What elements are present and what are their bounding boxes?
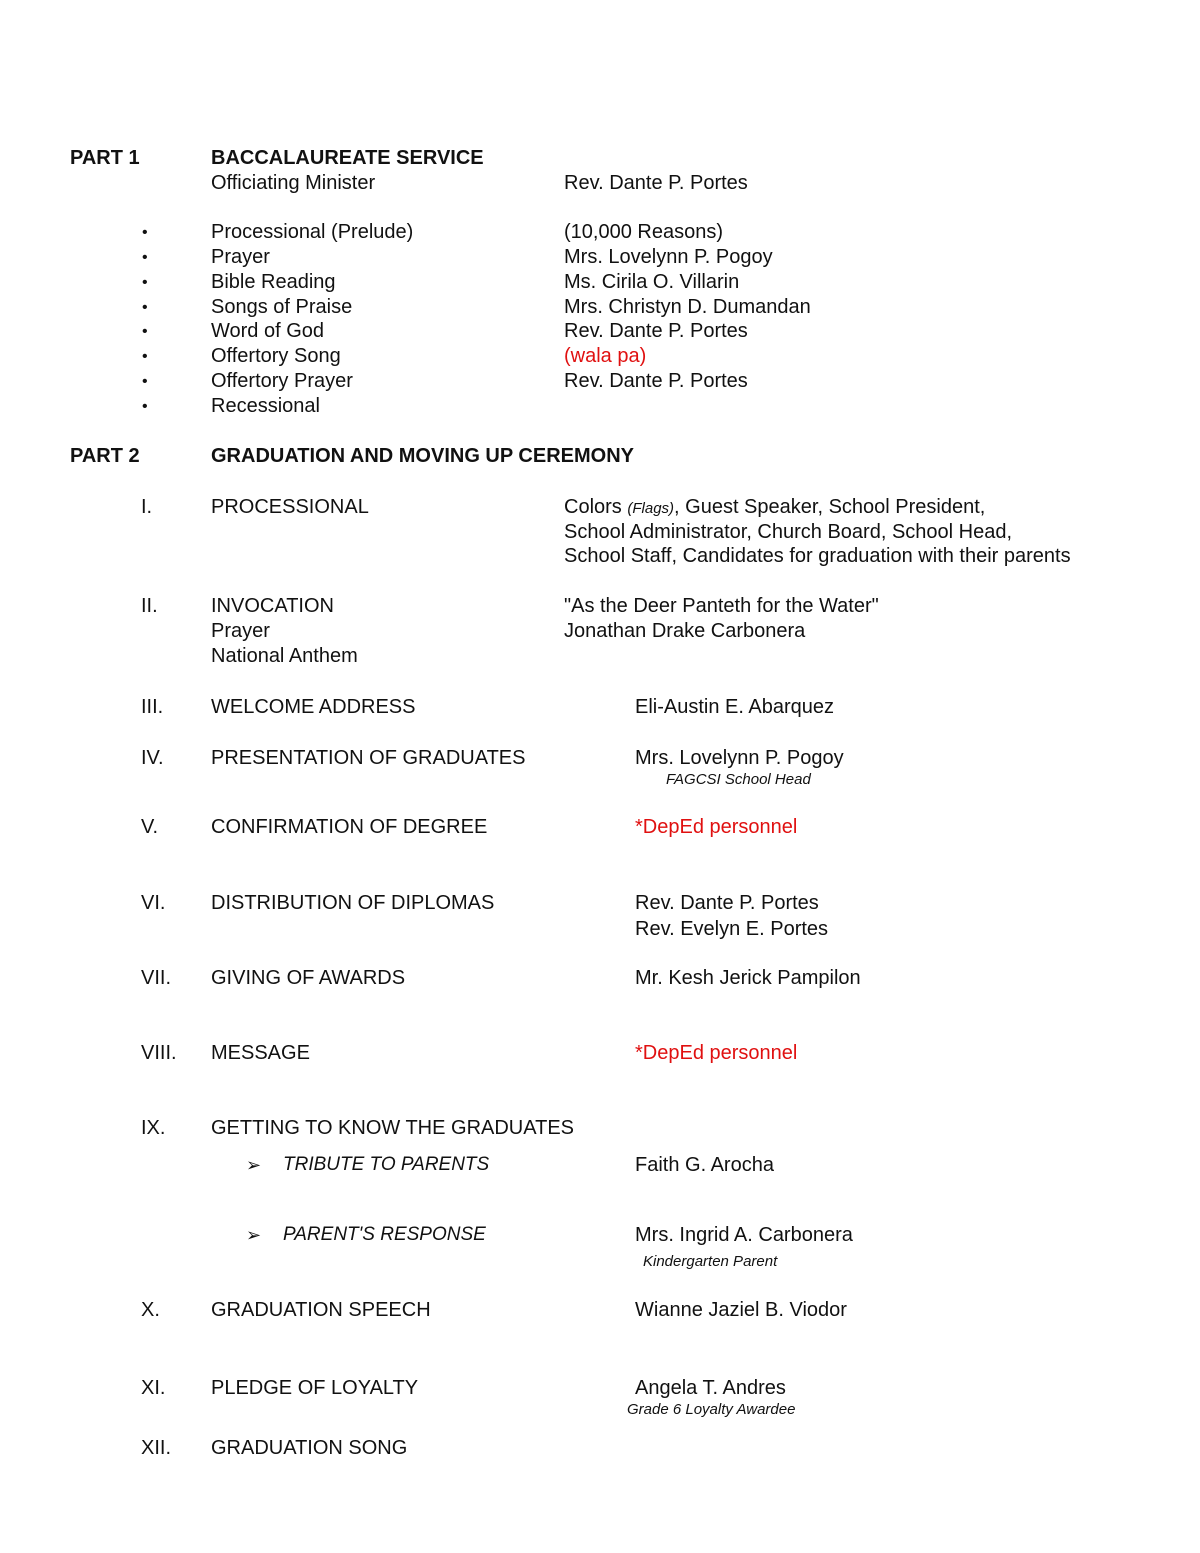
invocation-label: INVOCATION bbox=[211, 595, 334, 617]
list-item-label: Offertory Song bbox=[211, 345, 341, 367]
distribution-value-1: Rev. Dante P. Portes bbox=[635, 892, 819, 914]
tribute-value: Faith G. Arocha bbox=[635, 1154, 774, 1176]
list-item-label: Recessional bbox=[211, 395, 320, 417]
processional-line2: School Administrator, Church Board, School Head, bbox=[564, 521, 1013, 543]
part2-label: PART 2 bbox=[70, 445, 140, 467]
pledge-label: PLEDGE OF LOYALTY bbox=[211, 1377, 419, 1399]
pledge-note: Grade 6 Loyalty Awardee bbox=[627, 1401, 796, 1418]
item-number: IV. bbox=[141, 747, 164, 769]
message-value: *DepEd personnel bbox=[635, 1042, 798, 1064]
processional-line1-rest: , Guest Speaker, School President, bbox=[674, 496, 986, 518]
presentation-value: Mrs. Lovelynn P. Pogoy bbox=[635, 747, 844, 769]
list-item-label: Songs of Praise bbox=[211, 296, 353, 318]
processional-line1 bbox=[564, 495, 985, 521]
pledge-value: Angela T. Andres bbox=[635, 1377, 786, 1399]
bullet: • bbox=[142, 373, 148, 390]
processional-line3: School Staff, Candidates for graduation with their parents bbox=[564, 545, 1071, 567]
welcome-value: Eli-Austin E. Abarquez bbox=[635, 696, 834, 718]
list-item-label: Prayer bbox=[211, 246, 270, 268]
arrow-bullet-icon: ➢ bbox=[246, 1225, 262, 1245]
bullet: • bbox=[142, 323, 148, 340]
list-item-value: Mrs. Christyn D. Dumandan bbox=[564, 296, 811, 318]
bullet: • bbox=[142, 224, 148, 241]
getting-label: GETTING TO KNOW THE GRADUATES bbox=[211, 1117, 574, 1139]
item-number: II. bbox=[141, 595, 158, 617]
item-number: VI. bbox=[141, 892, 166, 914]
item-number: I. bbox=[141, 496, 153, 518]
bullet: • bbox=[142, 249, 148, 266]
item-number: IX. bbox=[141, 1117, 166, 1139]
list-item-label: Offertory Prayer bbox=[211, 370, 353, 392]
distribution-value-2: Rev. Evelyn E. Portes bbox=[635, 918, 829, 940]
presentation-label: PRESENTATION OF GRADUATES bbox=[211, 747, 526, 769]
item-number: X. bbox=[141, 1299, 160, 1321]
item-number: III. bbox=[141, 696, 164, 718]
bullet: • bbox=[142, 398, 148, 415]
tribute-label: TRIBUTE TO PARENTS bbox=[283, 1154, 490, 1175]
bullet: • bbox=[142, 348, 148, 365]
response-label: PARENT'S RESPONSE bbox=[283, 1224, 486, 1245]
officiating-value: Rev. Dante P. Portes bbox=[564, 172, 748, 194]
list-item-value: Rev. Dante P. Portes bbox=[564, 370, 748, 392]
list-item-label: Bible Reading bbox=[211, 271, 336, 293]
processional-colors: Colors bbox=[564, 496, 628, 518]
prayer-value: Jonathan Drake Carbonera bbox=[564, 620, 806, 642]
song-label: GRADUATION SONG bbox=[211, 1437, 408, 1459]
item-number: XII. bbox=[141, 1437, 172, 1459]
distribution-label: DISTRIBUTION OF DIPLOMAS bbox=[211, 892, 495, 914]
list-item-label: Processional (Prelude) bbox=[211, 221, 414, 243]
part2-title: GRADUATION AND MOVING UP CEREMONY bbox=[211, 445, 634, 467]
processional-flags: (Flags) bbox=[627, 500, 675, 517]
list-item-value: Ms. Cirila O. Villarin bbox=[564, 271, 740, 293]
invocation-value: "As the Deer Panteth for the Water" bbox=[564, 595, 879, 617]
list-item-value: (10,000 Reasons) bbox=[564, 221, 723, 243]
response-value: Mrs. Ingrid A. Carbonera bbox=[635, 1224, 853, 1246]
welcome-label: WELCOME ADDRESS bbox=[211, 696, 416, 718]
message-label: MESSAGE bbox=[211, 1042, 310, 1064]
speech-value: Wianne Jaziel B. Viodor bbox=[635, 1299, 847, 1321]
response-note: Kindergarten Parent bbox=[643, 1253, 778, 1270]
prayer-label: Prayer bbox=[211, 620, 270, 642]
presentation-note: FAGCSI School Head bbox=[666, 771, 811, 788]
item-number: V. bbox=[141, 816, 159, 838]
bullet: • bbox=[142, 274, 148, 291]
bullet: • bbox=[142, 299, 148, 316]
officiating-label: Officiating Minister bbox=[211, 172, 376, 194]
item-number: VIII. bbox=[141, 1042, 177, 1064]
list-item-value: Mrs. Lovelynn P. Pogoy bbox=[564, 246, 773, 268]
speech-label: GRADUATION SPEECH bbox=[211, 1299, 431, 1321]
awards-label: GIVING OF AWARDS bbox=[211, 967, 406, 989]
list-item-value: Rev. Dante P. Portes bbox=[564, 320, 748, 342]
anthem-label: National Anthem bbox=[211, 645, 358, 667]
item-number: XI. bbox=[141, 1377, 166, 1399]
list-item-value: (wala pa) bbox=[564, 345, 647, 367]
confirmation-value: *DepEd personnel bbox=[635, 816, 798, 838]
part1-label: PART 1 bbox=[70, 147, 140, 169]
processional-label: PROCESSIONAL bbox=[211, 496, 369, 518]
item-number: VII. bbox=[141, 967, 172, 989]
confirmation-label: CONFIRMATION OF DEGREE bbox=[211, 816, 488, 838]
arrow-bullet-icon: ➢ bbox=[246, 1155, 262, 1175]
awards-value: Mr. Kesh Jerick Pampilon bbox=[635, 967, 861, 989]
part1-title: BACCALAUREATE SERVICE bbox=[211, 147, 484, 169]
list-item-label: Word of God bbox=[211, 320, 325, 342]
